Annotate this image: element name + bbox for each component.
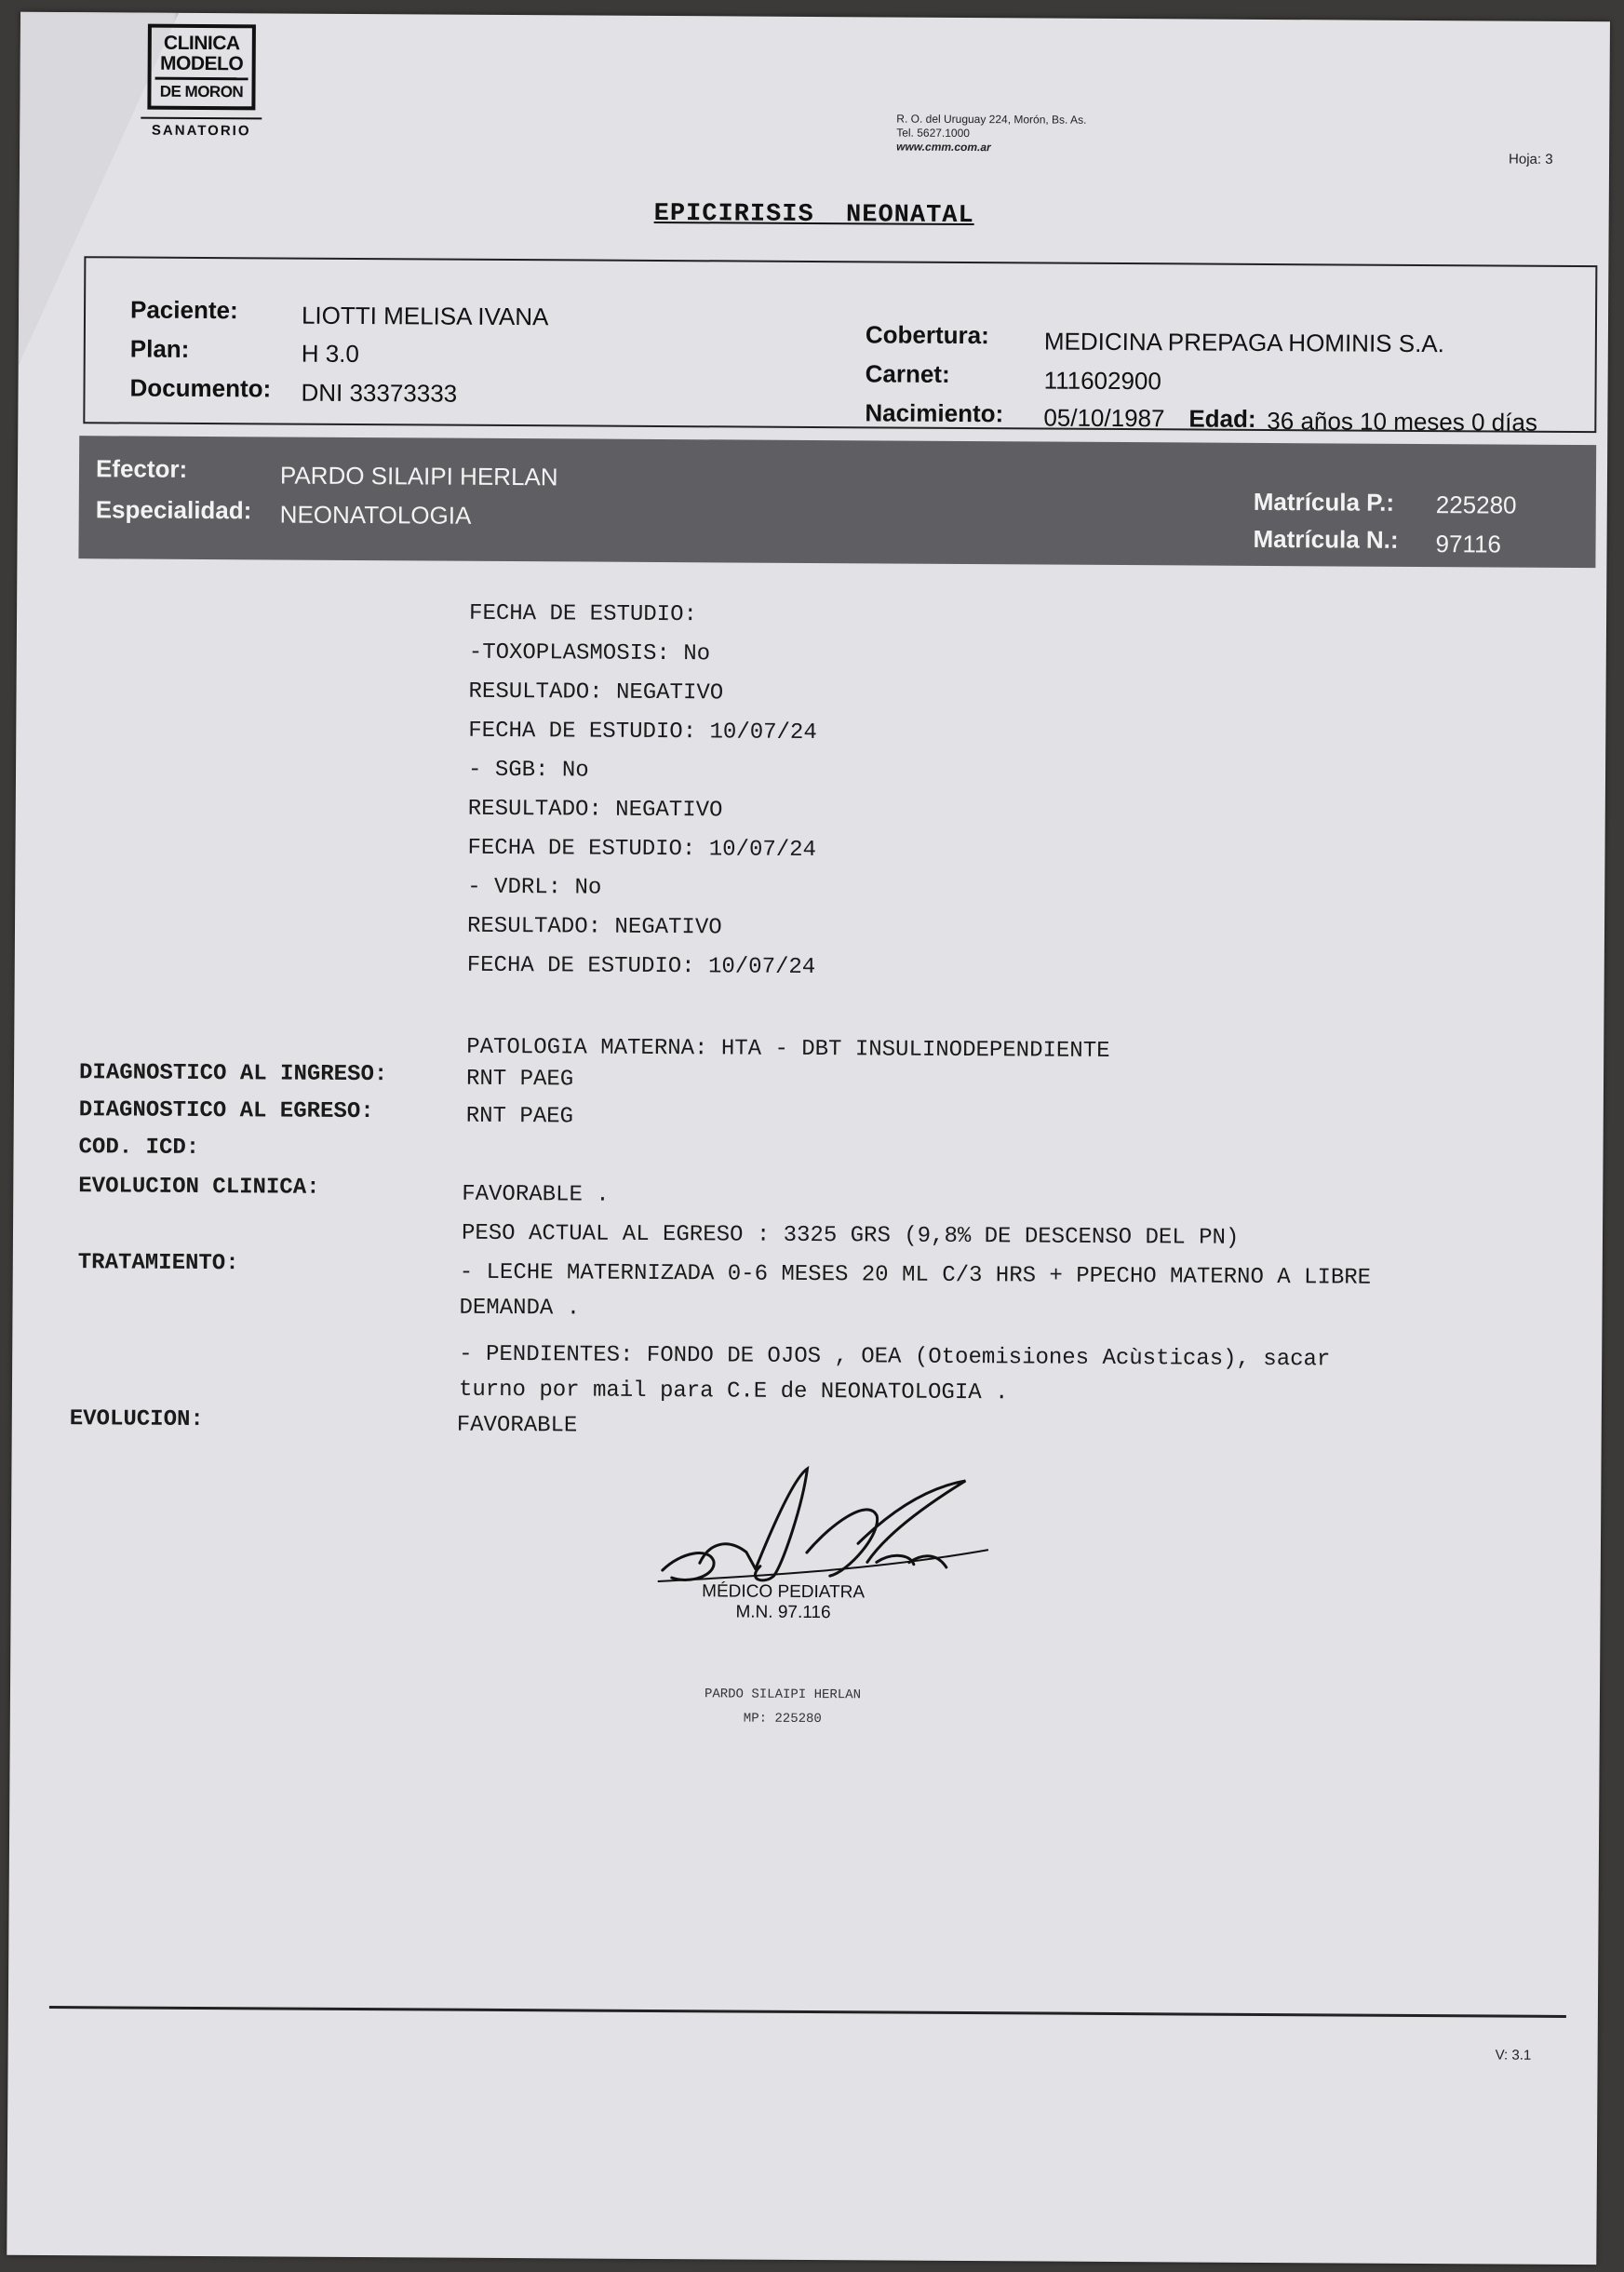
logo-subtitle: SANATORIO — [141, 117, 262, 140]
address-phone: Tel. 5627.1000 — [896, 126, 971, 141]
printed-doctor-name — [643, 1682, 922, 1732]
especialidad-value: NEONATOLOGIA — [279, 500, 472, 530]
documento-label: Documento: — [129, 373, 272, 403]
cod-icd-label: COD. ICD: — [78, 1135, 200, 1161]
study-line: - VDRL: No — [467, 874, 602, 901]
evolucion-value: FAVORABLE — [456, 1412, 578, 1439]
cobertura-label: Cobertura: — [865, 320, 989, 350]
tratamiento-line: DEMANDA . — [459, 1295, 581, 1322]
document-title-text: EPICIRISIS NEONATAL — [653, 199, 974, 231]
peso-egreso: PESO ACTUAL AL EGRESO : 3325 GRS (9,8% DE DESCENSO DEL PN) — [461, 1220, 1240, 1251]
study-line: RESULTADO: NEGATIVO — [466, 913, 722, 941]
carnet-label: Carnet: — [865, 359, 950, 388]
study-line: FECHA DE ESTUDIO: 10/07/24 — [466, 952, 816, 981]
document-page — [7, 12, 1610, 2265]
printed-name: PARDO SILAIPI HERLAN — [704, 1687, 862, 1703]
address-web: www.cmm.com.ar — [896, 140, 991, 155]
carnet-value: 111602900 — [1043, 366, 1161, 396]
tratamiento-line: - PENDIENTES: FONDO DE OJOS , OEA (Otoemisiones Acùsticas), sacar — [459, 1341, 1331, 1373]
plan-label: Plan: — [129, 334, 190, 363]
tratamiento-label: TRATAMIENTO: — [77, 1250, 239, 1277]
plan-value: H 3.0 — [301, 339, 360, 369]
logo-line1: CLINICA — [163, 32, 240, 55]
study-line: -TOXOPLASMOSIS: No — [468, 639, 711, 667]
efector-value: PARDO SILAIPI HERLAN — [279, 461, 558, 491]
efector-label: Efector: — [95, 454, 188, 483]
form-version: V: 3.1 — [1495, 2047, 1532, 2064]
patologia-materna: PATOLOGIA MATERNA: HTA - DBT INSULINODEPENDIENTE — [466, 1034, 1110, 1064]
matricula-n-value: 97116 — [1435, 530, 1502, 558]
diagnostico-ingreso-value: RNT PAEG — [465, 1066, 574, 1093]
stamp-matricula: M.N. 97.116 — [735, 1602, 831, 1623]
study-line: RESULTADO: NEGATIVO — [467, 796, 723, 824]
evolucion-clinica-label: EVOLUCION CLINICA: — [78, 1174, 320, 1201]
matricula-p-value: 225280 — [1435, 491, 1517, 519]
doctor-stamp — [662, 1581, 904, 1624]
matricula-n-label: Matrícula N.: — [1253, 524, 1399, 554]
tratamiento-line: turno por mail para C.E de NEONATOLOGIA . — [458, 1377, 1009, 1406]
study-line: FECHA DE ESTUDIO: 10/07/24 — [468, 718, 817, 746]
stamp-title: MÉDICO PEDIATRA — [702, 1581, 866, 1603]
matricula-p-label: Matrícula P.: — [1253, 487, 1395, 517]
documento-value: DNI 33373333 — [301, 378, 458, 408]
evolucion-label: EVOLUCION: — [69, 1406, 204, 1433]
evolucion-clinica-value: FAVORABLE . — [462, 1181, 610, 1208]
especialidad-label: Especialidad: — [95, 495, 252, 525]
logo-line3: DE MORON — [154, 77, 248, 103]
study-line: FECHA DE ESTUDIO: — [468, 600, 697, 628]
diagnostico-egreso-value: RNT PAEG — [465, 1103, 574, 1130]
edad-label: Edad: — [1188, 404, 1256, 433]
cobertura-value: MEDICINA PREPAGA HOMINIS S.A. — [1043, 327, 1445, 358]
study-line: RESULTADO: NEGATIVO — [468, 679, 724, 706]
paciente-value: LIOTTI MELISA IVANA — [301, 301, 549, 331]
edad-value: 36 años 10 meses 0 días — [1267, 406, 1537, 437]
study-line: - SGB: No — [467, 757, 589, 784]
address-street: R. O. del Uruguay 224, Morón, Bs. As. — [896, 112, 1087, 127]
clinical-content — [7, 12, 1610, 2265]
paciente-label: Paciente: — [129, 295, 238, 325]
diagnostico-egreso-label: DIAGNOSTICO AL EGRESO: — [78, 1097, 374, 1125]
tratamiento-line: - LECHE MATERNIZADA 0-6 MESES 20 ML C/3 HRS + PPECHO MATERNO A LIBRE — [459, 1259, 1372, 1291]
page-number: Hoja: 3 — [1509, 151, 1553, 168]
nacimiento-label: Nacimiento: — [865, 398, 1004, 428]
nacimiento-value: 05/10/1987 — [1043, 403, 1165, 433]
printed-mp: MP: 225280 — [743, 1711, 822, 1728]
study-line: FECHA DE ESTUDIO: 10/07/24 — [467, 835, 817, 864]
logo-line2: MODELO — [160, 52, 244, 75]
diagnostico-ingreso-label: DIAGNOSTICO AL INGRESO: — [78, 1060, 388, 1088]
